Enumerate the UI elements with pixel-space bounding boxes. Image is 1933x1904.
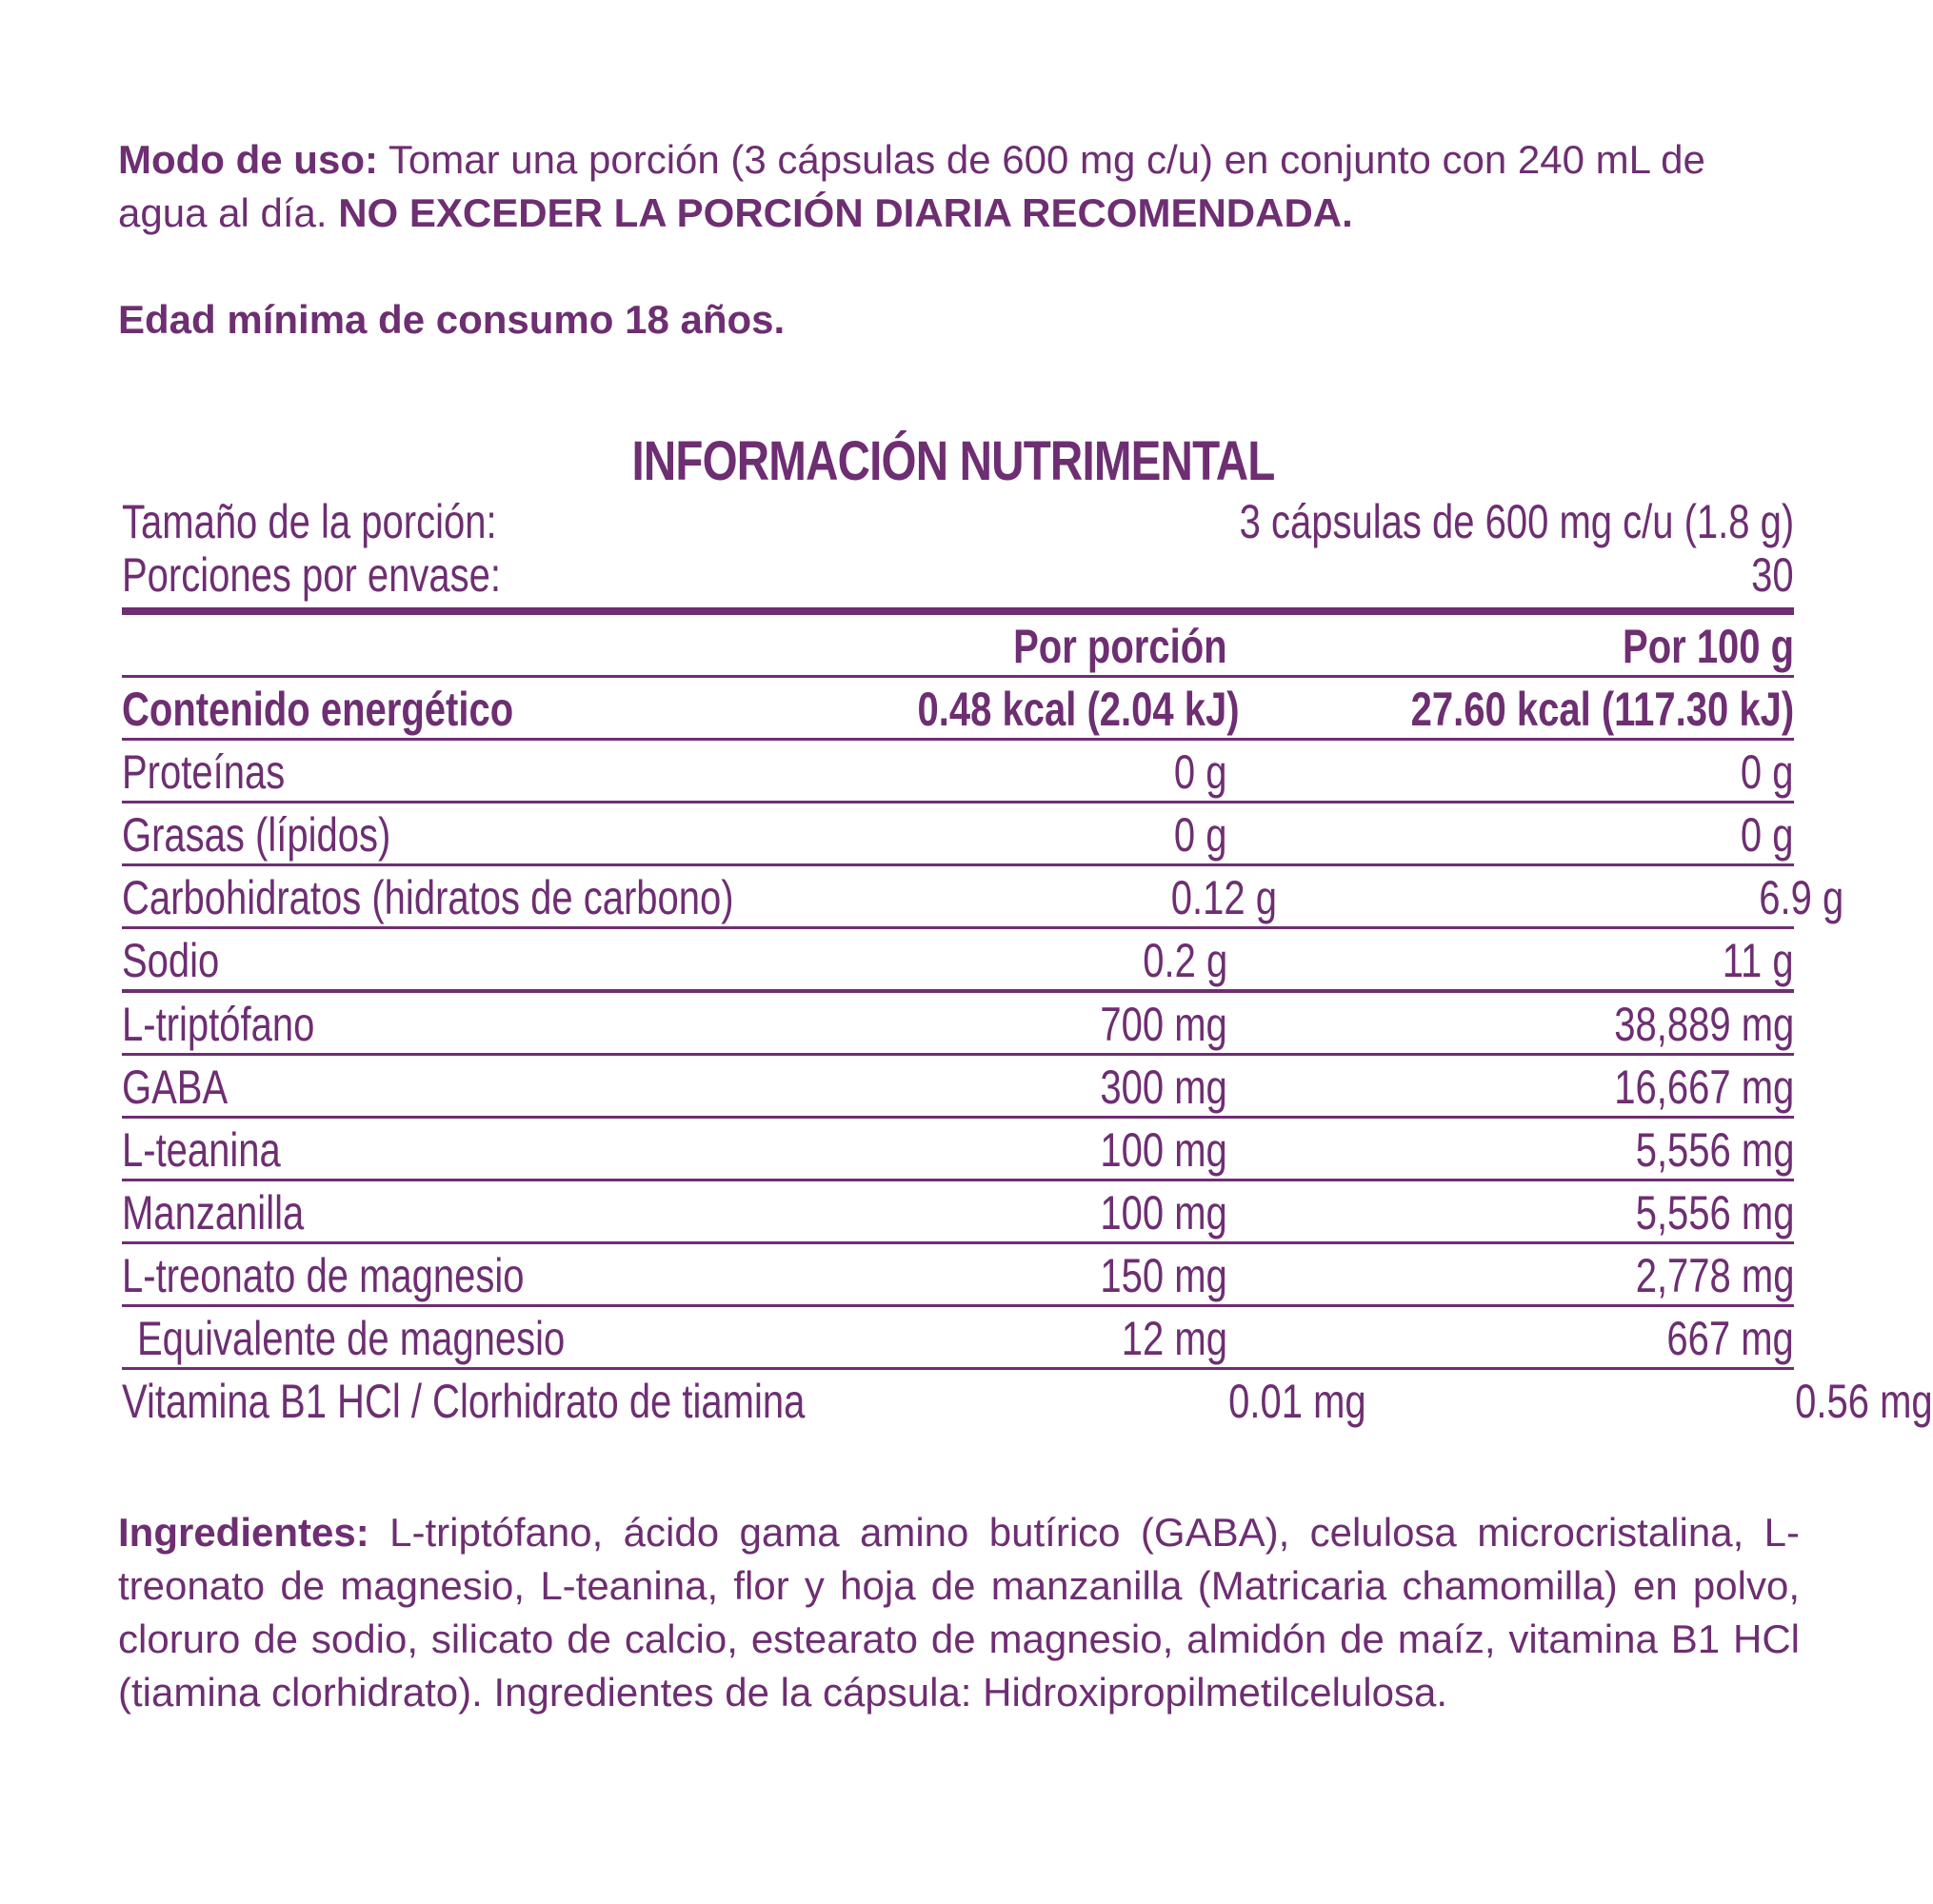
table-row <box>122 1370 1933 1430</box>
table-row <box>122 741 1794 803</box>
ingredients-label: Ingredientes: <box>118 1510 369 1555</box>
nutrient-name: Equivalente de magnesio <box>137 1312 566 1365</box>
nutrient-name: L-teanina <box>122 1123 281 1177</box>
usage-paragraph <box>118 133 1800 240</box>
servings-value: 30 <box>1751 548 1794 602</box>
table-row <box>122 993 1794 1056</box>
per-serving-value: 0.01 mg <box>1228 1375 1366 1428</box>
table-row <box>122 1056 1794 1119</box>
per-serving-value: 12 mg <box>1121 1312 1227 1365</box>
per-100g-value: 0.56 mg <box>1795 1375 1933 1428</box>
ingredients-paragraph <box>118 1506 1800 1719</box>
usage-warning: NO EXCEDER LA PORCIÓN DIARIA RECOMENDADA. <box>338 190 1353 235</box>
per-100g-value: 0 g <box>1741 745 1794 799</box>
usage-label: Modo de uso: <box>118 137 378 182</box>
table-header-row <box>122 615 1794 678</box>
table-row <box>122 1119 1794 1181</box>
usage-text: Tomar una porción (3 cápsulas de 600 mg c/u) en conjunto con 240 mL de agua al día. <box>118 137 1705 235</box>
table-row <box>122 929 1794 993</box>
per-100g-value: 5,556 mg <box>1635 1123 1794 1177</box>
serving-size-row <box>122 495 1794 548</box>
col-per-100g: Por 100 g <box>1622 620 1794 673</box>
nutrient-name: L-treonato de magnesio <box>122 1249 525 1302</box>
per-serving-value: 0.2 g <box>1143 934 1227 987</box>
table-row <box>122 866 1844 929</box>
per-100g-value: 6.9 g <box>1759 871 1844 924</box>
table-row <box>122 803 1794 866</box>
nutrient-name: Sodio <box>122 934 220 987</box>
per-100g-value: 0 g <box>1741 808 1794 862</box>
per-serving-value: 0 g <box>1174 808 1227 862</box>
nutrient-name: L-triptófano <box>122 998 315 1051</box>
per-100g-value: 11 g <box>1723 934 1794 987</box>
minimum-age: Edad mínima de consumo 18 años. <box>118 297 786 342</box>
per-serving-value: 0 g <box>1174 745 1227 799</box>
nutrient-name: Manzanilla <box>122 1186 305 1240</box>
table-row <box>122 1244 1794 1307</box>
nutrition-title: INFORMACIÓN NUTRIMENTAL <box>631 430 1275 492</box>
serving-size-label: Tamaño de la porción: <box>122 495 497 548</box>
col-per-serving: Por porción <box>1013 620 1227 673</box>
per-100g-value: 5,556 mg <box>1635 1186 1794 1240</box>
table-row <box>122 1307 1794 1370</box>
energy-per-serving: 0.48 kcal (2.04 kJ) <box>917 683 1240 736</box>
servings-per-container-row <box>122 548 1794 602</box>
usage-section <box>118 133 1800 347</box>
servings-label: Porciones por envase: <box>122 548 502 602</box>
per-100g-value: 2,778 mg <box>1635 1249 1794 1302</box>
nutrition-facts-table <box>122 428 1933 1430</box>
per-serving-value: 300 mg <box>1100 1061 1227 1114</box>
nutrient-name: Proteínas <box>122 745 286 799</box>
ingredients-text: L-triptófano, ácido gama amino butírico (GABA), celulosa microcristalina, L-treonato de magnesio, L-teanina, flor y hoja de manzanilla (Matricaria chamomilla) en polvo, cloruro de sodio, silicato de calcio, estearato de magnesio, almidón de maíz, vitamina B1 HCl (tiamina clorhidrato). Ingredientes de la cápsula: Hidroxipropilmetilcelulosa. <box>118 1510 1801 1715</box>
nutrient-name: Grasas (lípidos) <box>122 808 391 862</box>
per-100g-value: 16,667 mg <box>1613 1061 1794 1114</box>
nutrient-name: Carbohidratos (hidratos de carbono) <box>122 871 734 924</box>
per-100g-value: 667 mg <box>1666 1312 1794 1365</box>
per-100g-value: 38,889 mg <box>1613 998 1794 1051</box>
serving-size-value: 3 cápsulas de 600 mg c/u (1.8 g) <box>1239 495 1794 548</box>
per-serving-value: 100 mg <box>1100 1186 1227 1240</box>
per-serving-value: 700 mg <box>1100 998 1227 1051</box>
per-serving-value: 100 mg <box>1100 1123 1227 1177</box>
energy-per-100g: 27.60 kcal (117.30 kJ) <box>1410 683 1794 736</box>
nutrient-name: Vitamina B1 HCl / Clorhidrato de tiamina <box>122 1375 806 1428</box>
nutrient-name: GABA <box>122 1061 229 1114</box>
energy-row <box>122 678 1794 741</box>
energy-name: Contenido energético <box>122 683 514 736</box>
per-serving-value: 150 mg <box>1100 1249 1227 1302</box>
thick-divider <box>122 607 1794 615</box>
table-row <box>122 1181 1794 1244</box>
per-serving-value: 0.12 g <box>1171 871 1278 924</box>
